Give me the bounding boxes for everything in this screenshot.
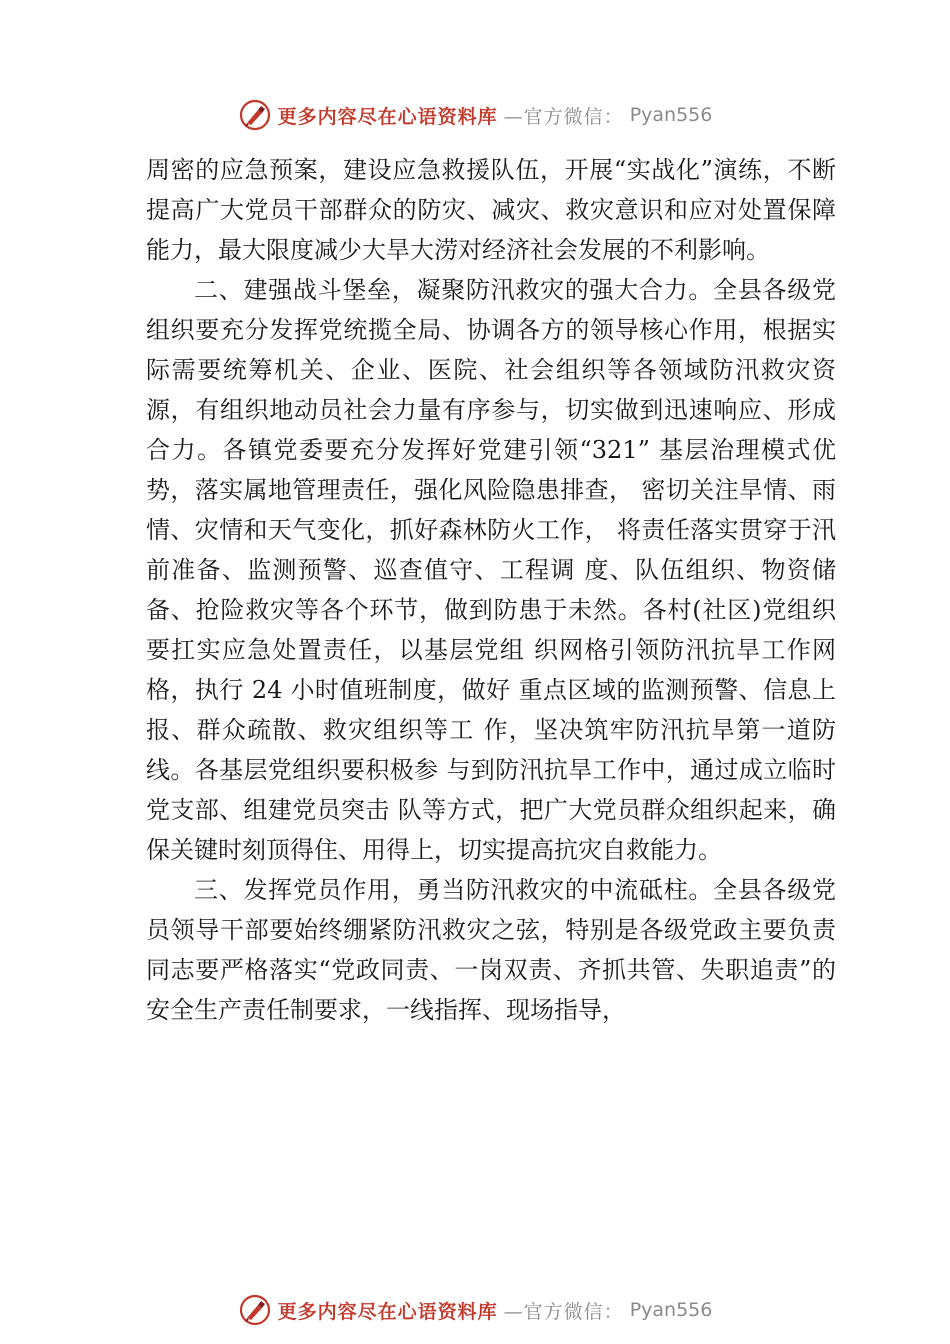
banner-brand-text: 更多内容尽在心语资料库	[277, 105, 498, 128]
document-body	[146, 150, 836, 1030]
paragraph-continuation: 周密的应急预案，建设应急救援队伍，开展“实战化”演练，不断提高广大党员干部群众的防灾、减灾、救灾意识和应对处置保障能力，最大限度减少大旱大涝对经济社会发展的不利影响。	[146, 156, 836, 264]
footer-banner	[0, 1290, 950, 1330]
paragraph-section-two: 二、建强战斗堡垒，凝聚防汛救灾的强大合力。全县各级党组织要充分发挥党统揽全局、协调各方的领导核心作用，根据实际需要统筹机关、企业、医院、社会组织等各领域防汛救灾资源，有组织地动员社会力量有序参与，切实做到迅速响应、形成合力。各镇党委要充分发挥好党建引领“321” 基层治理模式优势，落实属地管理责任，强化风险隐患排查， 密切关注旱情、雨情、灾情和天气变化，抓好森林防火工作， 将责任落实贯穿于汛前准备、监测预警、巡查值守、工程调 度、队伍组织、物资储备、抢险救灾等各个环节，做到防患于未然。各村(社区)党组织要扛实应急处置责任，以基层党组 织网格引领防汛抗旱工作网格，执行 24 小时值班制度，做好 重点区域的监测预警、信息上报、群众疏散、救灾组织等工 作，坚决筑牢防汛抗旱第一道防线。各基层党组织要积极参 与到防汛抗旱工作中，通过成立临时党支部、组建党员突击 队等方式，把广大党员群众组织起来，确保关键时刻顶得住、用得上，切实提高抗灾自救能力。	[146, 276, 836, 864]
banner-wechat-id: Pyan556	[629, 104, 713, 126]
paragraph-section-three: 三、发挥党员作用，勇当防汛救灾的中流砥柱。全县各级党员领导干部要始终绷紧防汛救灾之弦，特别是各级党政主要负责同志要严格落实“党政同责、一岗双责、齐抓共管、失职追责”的安全生产责任制要求，一线指挥、现场指导，	[146, 876, 836, 1024]
pen-logo-icon	[238, 1293, 272, 1327]
banner-brand-text: 更多内容尽在心语资料库	[277, 1300, 498, 1323]
pen-logo-icon	[238, 98, 272, 132]
banner-separator-text: —官方微信：	[503, 1300, 624, 1323]
banner-separator-text: —官方微信：	[503, 105, 624, 128]
banner-wechat-id: Pyan556	[629, 1299, 713, 1321]
header-banner	[0, 95, 950, 135]
